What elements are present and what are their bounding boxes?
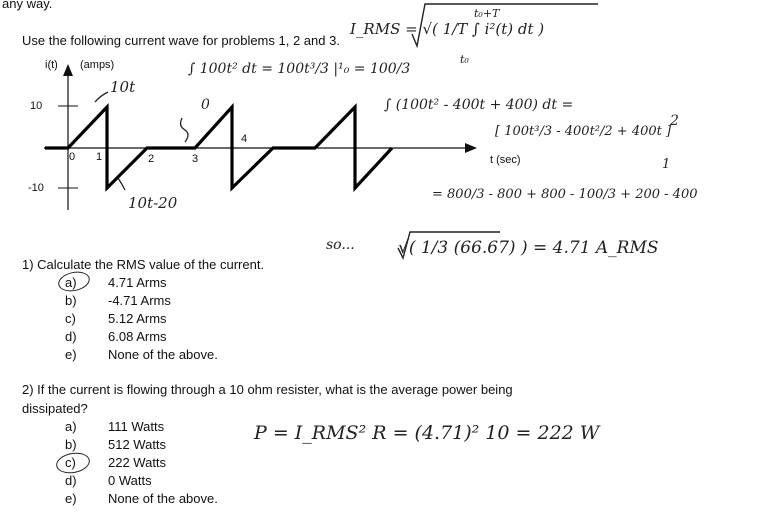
q2-option-c-text[interactable]: 222 Watts [108, 455, 167, 470]
x-tick-label-3: 3 [192, 153, 199, 165]
seg2-pointer [118, 178, 125, 190]
q1-option-d-letter: d) [65, 329, 77, 344]
hand-expansion: = 800/3 - 800 + 800 - 100/3 + 200 - 400 [432, 187, 698, 202]
top-fragment: any way. [2, 0, 53, 11]
hand-seg1-label: 10t [110, 78, 136, 96]
question2-text-line1: 2) If the current is flowing through a 10 ohm resister, what is the average power being [22, 382, 513, 397]
hand-irms-lower: t₀ [460, 53, 469, 66]
q1-option-b-letter: b) [65, 293, 77, 308]
q1-option-a-letter: a) [65, 275, 77, 290]
hand-bracket-upper: 2 [670, 113, 679, 129]
instruction-text: Use the following current wave for problems 1, 2 and 3. [22, 33, 340, 48]
q2-option-e-letter: e) [65, 491, 77, 506]
q2-option-a-text[interactable]: 111 Watts [108, 419, 165, 434]
y-tick-label-10: 10 [30, 100, 43, 112]
y-axis-unit: (amps) [80, 59, 115, 71]
q1-option-a-text[interactable]: 4.71 Arms [108, 275, 167, 290]
y-axis-arrow [63, 64, 73, 76]
q1-option-c-text[interactable]: 5.12 Arms [108, 311, 167, 326]
q1-option-e-letter: e) [65, 347, 77, 362]
x-axis-arrow [465, 143, 477, 153]
x-axis-label: t (sec) [490, 154, 521, 166]
q2-option-d-letter: d) [65, 473, 77, 488]
q2-option-a-letter: a) [65, 419, 77, 434]
hand-irms-upper: t₀+T [474, 7, 500, 20]
hand-power: P = I_RMS² R = (4.71)² 10 = 222 W [254, 422, 600, 444]
q2-option-b-letter: b) [65, 437, 77, 452]
y-axis-label: i(t) [45, 59, 58, 71]
hand-bracket-lower: 1 [662, 157, 671, 172]
q2-option-b-text[interactable]: 512 Watts [108, 437, 167, 452]
hand-seg2-label: 10t-20 [128, 194, 178, 212]
q1-option-d-text[interactable]: 6.08 Arms [108, 329, 167, 344]
hand-irms-formula: I_RMS = √( 1/T ∫ i²(t) dt ) [350, 20, 545, 38]
x-tick-label-1: 1 [96, 151, 103, 163]
y-tick-label-neg10: -10 [28, 182, 44, 194]
hand-integral-1: ∫ 100t² dt = 100t³/3 |¹₀ = 100/3 [188, 61, 411, 77]
integral-squiggle [181, 118, 188, 142]
x-tick-label-4: 4 [241, 133, 248, 145]
q1-option-b-text[interactable]: -4.71 Arms [108, 293, 171, 308]
hand-bracket-expr: [ 100t³/3 - 400t²/2 + 400t ] [495, 124, 672, 139]
question1-text: 1) Calculate the RMS value of the current. [22, 257, 265, 272]
question2-text-line2: dissipated? [22, 401, 88, 416]
hand-so: so... [326, 237, 355, 253]
q1-option-c-letter: c) [65, 311, 76, 326]
hand-integral-2: ∫ (100t² - 400t + 400) dt = [384, 97, 574, 113]
hand-zero-label: 0 [201, 97, 210, 113]
q2-option-e-text[interactable]: None of the above. [108, 491, 218, 506]
hand-result: √( 1/3 (66.67) ) = 4.71 A_RMS [398, 238, 659, 258]
x-tick-label-0: 0 [69, 151, 76, 163]
x-tick-label-2: 2 [148, 153, 155, 165]
q1-option-e-text[interactable]: None of the above. [108, 347, 218, 362]
q2-option-c-letter: c) [65, 455, 76, 470]
q2-option-d-text[interactable]: 0 Watts [108, 473, 152, 488]
seg1-pointer [95, 92, 108, 102]
